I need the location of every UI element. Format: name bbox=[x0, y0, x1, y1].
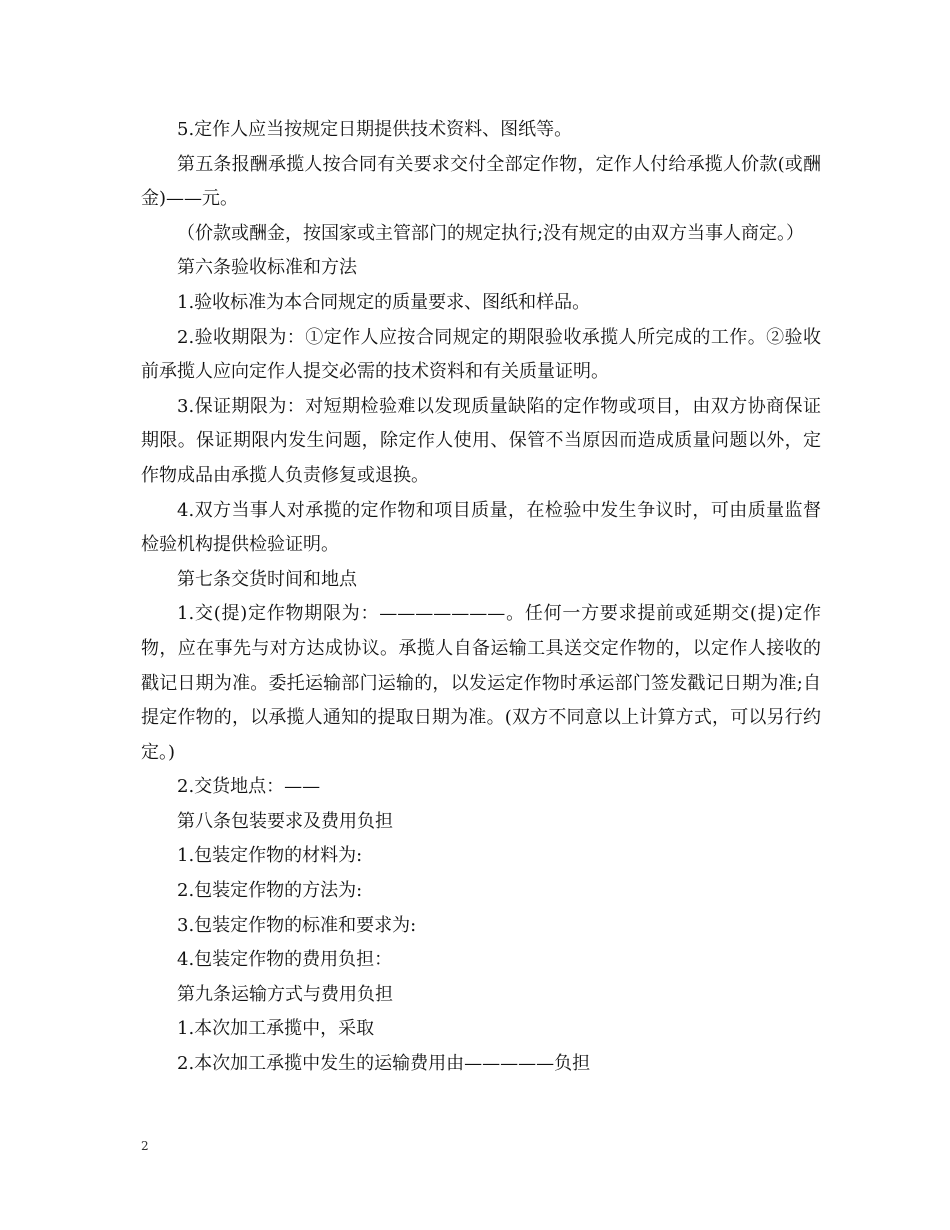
clause-9-item-1: 1.本次加工承揽中，采取 bbox=[177, 1018, 375, 1040]
clause-7-item-1: 1.交(提)定作物期限为：———————。任何一方要求提前或延期交(提)定作物，应在事先与对方达成协议。承揽人自备运输工具送交定作物的，以定作人接收的戳记日期为准。委托运输部门运输的，以发运定作物时承运部门签发戳记日期为准;自提定作物的，以承揽人通知的提取日期为准。(双方不同意以上计算方式，可以另行约定。) bbox=[141, 603, 821, 763]
clause-8-item-3: 3.包装定作物的标准和要求为: bbox=[177, 914, 417, 936]
clause-6-item-2: 2.验收期限为：①定作人应按合同规定的期限验收承揽人所完成的工作。②验收前承揽人应向定作人提交必需的技术资料和有关质量证明。 bbox=[141, 326, 821, 383]
clause-8-heading: 第八条包装要求及费用负担 bbox=[177, 810, 393, 832]
clause-9-item-2: 2.本次加工承揽中发生的运输费用由—————负担 bbox=[177, 1053, 591, 1075]
clause-8-item-2: 2.包装定作物的方法为: bbox=[177, 880, 363, 902]
clause-6-item-3: 3.保证期限为：对短期检验难以发现质量缺陷的定作物或项目，由双方协商保证期限。保证期限内发生问题，除定作人使用、保管不当原因而造成质量问题以外，定作物成品由承揽人负责修复或退换。 bbox=[141, 395, 821, 486]
clause-5-remuneration: 第五条报酬承揽人按合同有关要求交付全部定作物，定作人付给承揽人价款(或酬金)——元。 bbox=[141, 153, 821, 210]
clause-6-item-1: 1.验收标准为本合同规定的质量要求、图纸和样品。 bbox=[177, 291, 591, 313]
clause-6-item-4: 4.双方当事人对承揽的定作物和项目质量，在检验中发生争议时，可由质量监督检验机构提供检验证明。 bbox=[141, 499, 821, 556]
paragraph-item-5: 5.定作人应当按规定日期提供技术资料、图纸等。 bbox=[177, 119, 573, 140]
clause-8-item-1: 1.包装定作物的材料为: bbox=[177, 845, 363, 867]
clause-7-item-2: 2.交货地点：—— bbox=[177, 776, 321, 798]
page-number: 2 bbox=[141, 1139, 149, 1153]
document-body bbox=[141, 113, 821, 1082]
remuneration-note: （价款或酬金，按国家或主管部门的规定执行;没有规定的由双方当事人商定。） bbox=[177, 222, 805, 244]
clause-9-heading: 第九条运输方式与费用负担 bbox=[177, 983, 393, 1005]
clause-7-heading: 第七条交货时间和地点 bbox=[177, 568, 357, 590]
clause-8-item-4: 4.包装定作物的费用负担： bbox=[177, 949, 393, 971]
clause-6-heading: 第六条验收标准和方法 bbox=[177, 257, 357, 279]
